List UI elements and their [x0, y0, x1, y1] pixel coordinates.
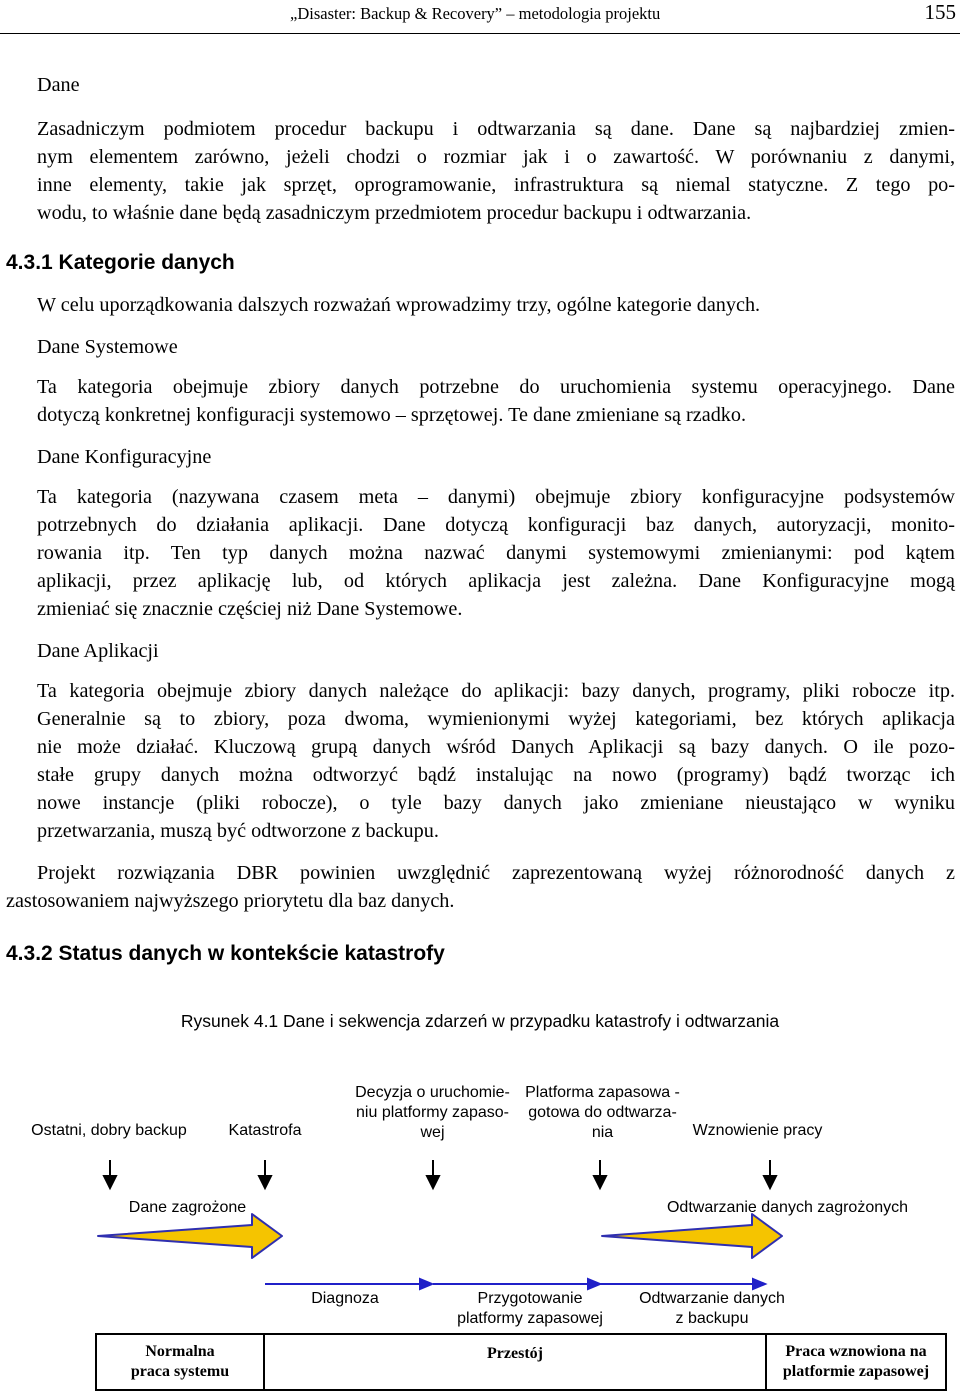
- paragraph-line: zmieniać się znacznie częściej niż Dane Systemowe.: [37, 598, 463, 620]
- paragraph-line: dotyczą konkretnej konfiguracji systemowo – sprzętowej. Te dane zmieniane są rzadko.: [37, 404, 747, 426]
- paragraph-line: nie może działać. Kluczową grupą danych wśród Danych Aplikacji są bazy danych. O ile pozo-: [37, 736, 955, 758]
- box-normal-operation: [95, 1333, 265, 1391]
- paragraph-line: Generalnie są to zbiory, poza dwoma, wymienionymi wyżej kategoriami, bez których aplikacja: [37, 708, 955, 730]
- event-resume: Wznowienie pracy: [692, 1122, 823, 1139]
- page-number: 155: [924, 0, 956, 24]
- preparation-arrow-head: [588, 1279, 600, 1289]
- paragraph-line: przetwarzania, muszą być odtworzone z backupu.: [37, 820, 439, 842]
- paragraph-line: rowania itp. Ten typ danych można nazwać danymi systemowymi zmienianymi: pod kątem: [37, 542, 955, 564]
- paragraph-line: zastosowaniem najwyższego priorytetu dla baz danych.: [6, 890, 455, 912]
- box-downtime-label: Przestój: [487, 1345, 543, 1362]
- event-decision-line: Decyzja o uruchomie-: [355, 1084, 510, 1101]
- paragraph-line: nowe instancje (pliki robocze), o tyle bazy danych jako zmieniane nieustająco w wyniku: [37, 792, 955, 814]
- event-ready-line: nia: [591, 1124, 614, 1141]
- paragraph-line: nym elementem zarówno, jeżeli chodzi o rozmiar jak i o zawartość. W porównaniu z danymi,: [37, 146, 955, 168]
- event-last-backup: Ostatni, dobry backup: [31, 1122, 187, 1139]
- paragraph-line: Ta kategoria obejmuje zbiory danych potrzebne do uruchomienia systemu operacyjnego. Dane: [37, 376, 955, 398]
- state-restore-label: Odtwarzanie danych zagrożonych: [666, 1199, 909, 1216]
- heading-dane: Dane: [37, 74, 80, 96]
- restore-backup-arrow-head: [753, 1279, 765, 1289]
- paragraph-line: wodu, to właśnie dane będą zasadniczym przedmiotem procedur backupu i odtwarzania.: [37, 202, 752, 224]
- event-tick-3-head: [427, 1176, 439, 1188]
- intro-line: W celu uporządkowania dalszych rozważań wprowadzimy trzy, ogólne kategorie danych.: [37, 294, 761, 316]
- event-ready-line: Platforma zapasowa -: [525, 1084, 680, 1101]
- paragraph-line: Ta kategoria (nazywana czasem meta – danymi) obejmuje zbiory konfiguracyjne podsystemów: [37, 486, 955, 508]
- paragraph-line: aplikacji, przez aplikację lub, od których aplikacja jest zależna. Dane Konfiguracyjne mogą: [37, 570, 955, 592]
- box-resumed-line: platformie zapasowej: [782, 1363, 930, 1380]
- box-downtime: [263, 1333, 767, 1391]
- heading-4-3-2: 4.3.2 Status danych w kontekście katastrofy: [6, 942, 445, 965]
- event-tick-1-head: [104, 1176, 116, 1188]
- phase-restore-line: Odtwarzanie danych: [639, 1290, 785, 1307]
- paragraph-line: Projekt rozwiązania DBR powinien uwzględnić zaprezentowaną wyżej różnorodność danych z: [37, 862, 955, 884]
- event-decision-line: niu platformy zapaso-: [356, 1104, 509, 1121]
- event-tick-4-head: [594, 1176, 606, 1188]
- box-normal-line: Normalna: [145, 1343, 215, 1360]
- state-at-risk-label: Dane zagrożone: [128, 1199, 247, 1216]
- paragraph-line: inne elementy, takie jak sprzęt, oprogramowanie, infrastruktura są niemal statyczne. Z tego po-: [37, 174, 955, 196]
- paragraph-line: Ta kategoria obejmuje zbiory danych należące do aplikacji: bazy danych, programy, pliki robocze itp.: [37, 680, 955, 702]
- heading-dane-konfiguracyjne: Dane Konfiguracyjne: [37, 446, 212, 468]
- event-platform-ready: [510, 1083, 695, 1143]
- paragraph-line: potrzebnych do działania aplikacji. Dane dotyczą konfiguracji baz danych, autoryzacji, monito-: [37, 514, 955, 536]
- figure-caption: Rysunek 4.1 Dane i sekwencja zdarzeń w przypadku katastrofy i odtwarzania: [180, 1011, 780, 1031]
- phase-prep-line: Przygotowanie: [477, 1290, 583, 1307]
- restore-at-risk-arrow: [602, 1214, 782, 1258]
- data-at-risk-arrow: [98, 1214, 282, 1258]
- event-disaster: Katastrofa: [228, 1122, 302, 1139]
- box-resumed-line: Praca wznowiona na: [785, 1343, 927, 1360]
- event-decision-line: wej: [420, 1124, 445, 1141]
- phase-restore-label: [622, 1289, 802, 1329]
- event-ready-line: gotowa do odtwarza-: [528, 1104, 677, 1121]
- paragraph-line: Zasadniczym podmiotem procedur backupu i odtwarzania są dane. Dane są najbardziej zmien-: [37, 118, 955, 140]
- phase-restore-line: z backupu: [675, 1310, 749, 1327]
- event-tick-5-head: [764, 1176, 776, 1188]
- phase-preparation-label: [440, 1289, 620, 1329]
- phase-prep-line: platformy zapasowej: [457, 1310, 603, 1327]
- box-resumed-operation: [765, 1333, 947, 1391]
- box-normal-line: praca systemu: [130, 1363, 230, 1380]
- paragraph-line: stałe grupy danych można odtworzyć bądź instalując na nowo (programy) bądź tworząc ich: [37, 764, 955, 786]
- diagnosis-arrow-head: [420, 1279, 432, 1289]
- running-title: „Disaster: Backup & Recovery” – metodologia projektu: [290, 4, 661, 23]
- heading-dane-aplikacji: Dane Aplikacji: [37, 640, 159, 662]
- event-decision: [345, 1083, 520, 1143]
- phase-diagnosis-label: Diagnoza: [311, 1290, 379, 1307]
- heading-4-3-1: 4.3.1 Kategorie danych: [6, 251, 235, 274]
- heading-dane-systemowe: Dane Systemowe: [37, 336, 178, 358]
- event-tick-2-head: [259, 1176, 271, 1188]
